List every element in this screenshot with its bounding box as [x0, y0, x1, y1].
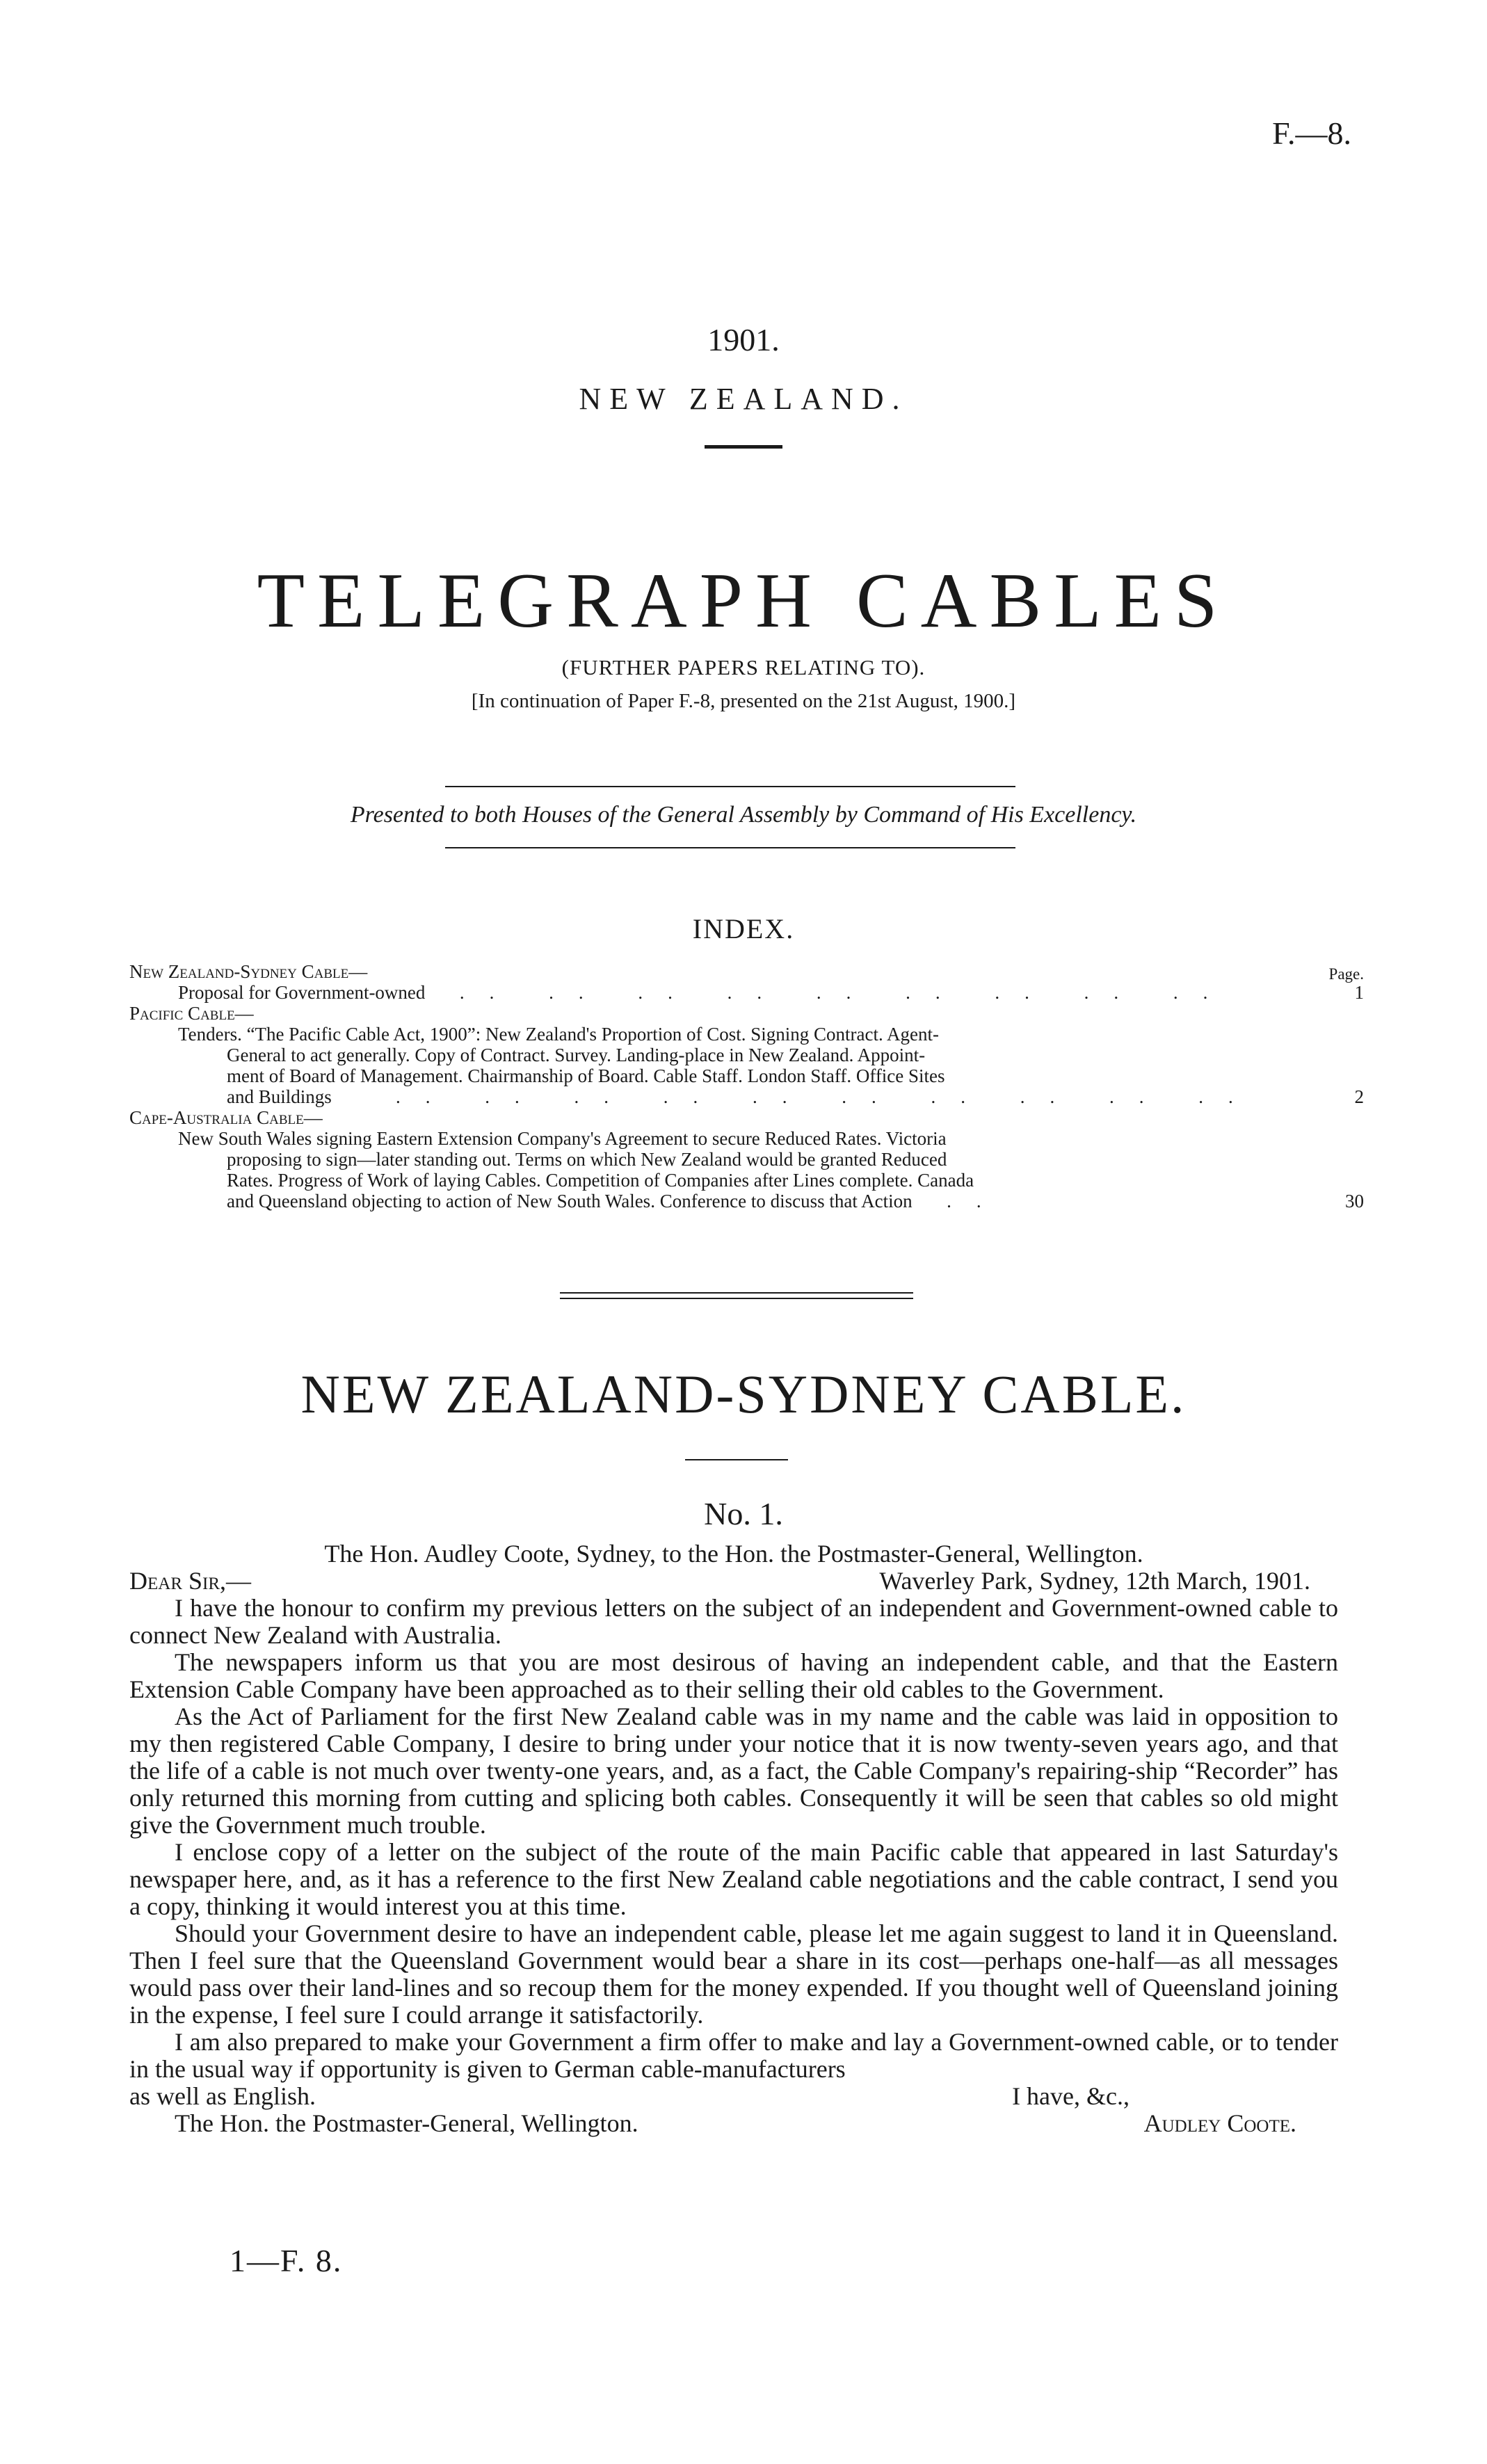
letter-paragraph: I am also prepared to make your Government a firm offer to make and lay a Government-owned cable, or to tender in the usual way if opportunity is given to German cable-manufacturers [129, 2028, 1338, 2083]
index-entry-text: and Buildings [227, 1086, 332, 1107]
signature: Audley Coote. [1143, 2109, 1296, 2137]
salutation: Dear Sir,— [129, 1567, 252, 1595]
index-page-number: 1 [1354, 982, 1364, 1003]
divider-rule [445, 847, 1015, 848]
letter-number: No. 1. [704, 1496, 783, 1531]
letter-paragraph: I have the honour to confirm my previous letters on the subject of an independent and Government-owned cable to connect New Zealand with Australia. [129, 1594, 1338, 1649]
leader-dots: .. .. .. .. .. .. .. .. .. .. [336, 1086, 1258, 1107]
index-section-pacific [129, 1003, 1364, 1024]
presentation-statement: Presented to both Houses of the General Assembly by Command of His Excellency. [350, 802, 1137, 828]
divider-rule [445, 786, 1015, 787]
divider-rule [685, 1459, 788, 1460]
salutation-line [129, 1568, 1338, 1595]
letter-paragraph: As the Act of Parliament for the first New Zealand cable was in my name and the cable was laid in opposition to my then registered Cable Company, I desire to bring under your notice that it is now twenty-seven years ago, and that the life of a cable is not much over twenty-one years, and, as a fact, the Cable Company's repairing-ship “Recorder” has only returned this morning from cutting and splicing both cables. Consequently it will be seen that cables so old might give the Government much trouble. [129, 1702, 1338, 1839]
index-entry: Tenders. “The Pacific Cable Act, 1900”: New Zealand's Proportion of Cost. Signing Contract. Agent- [178, 1024, 939, 1045]
index-section-cape-australia [129, 1107, 1364, 1128]
continuation-note: [In continuation of Paper F.-8, presented on the 21st August, 1900.] [471, 690, 1016, 712]
section-title: NEW ZEALAND-SYDNEY CABLE. [300, 1364, 1187, 1424]
index-entry: proposing to sign—later standing out. Terms on which New Zealand would be granted Reduced [227, 1149, 947, 1170]
divider-rule [560, 1292, 913, 1294]
addressee-line [129, 2110, 1338, 2137]
index-entry: General to act generally. Copy of Contract. Survey. Landing-place in New Zealand. Appoint- [227, 1045, 926, 1065]
document-title: TELEGRAPH CABLES [257, 558, 1230, 644]
divider-rule [705, 445, 782, 449]
year: 1901. [707, 322, 780, 357]
index-heading: New Zealand-Sydney Cable— [129, 961, 368, 982]
country-heading: NEW ZEALAND. [579, 382, 908, 416]
sheet-reference: 1—F. 8. [230, 2243, 343, 2278]
leader-dots: .. .. .. .. .. .. .. .. .. [430, 982, 1233, 1003]
addressee: The Hon. the Postmaster-General, Wellington. [175, 2109, 638, 2137]
letter-body [129, 1540, 1338, 2137]
letter-paragraph: The newspapers inform us that you are most desirous of having an independent cable, and that the Eastern Extension Cable Company have been approached as to their selling their old cables to the Government. [129, 1648, 1338, 1703]
index-section-new-zealand-sydney [129, 961, 1364, 982]
page-reference: F.—8. [1272, 115, 1351, 151]
index-entry [129, 1086, 1364, 1107]
index-entry: Rates. Progress of Work of laying Cables. Competition of Companies after Lines complete. Canada [227, 1170, 974, 1191]
index-entry [129, 1191, 1364, 1211]
divider-rule [560, 1298, 913, 1299]
address-date: Waverley Park, Sydney, 12th March, 1901. [879, 1567, 1310, 1595]
closing-line [129, 2083, 1338, 2110]
page-column-header: Page. [1328, 965, 1364, 983]
index-entry-text: Proposal for Government-owned [178, 982, 426, 1003]
index-heading: Pacific Cable— [129, 1003, 254, 1024]
index-entry: New South Wales signing Eastern Extension Company's Agreement to secure Reduced Rates. Victoria [178, 1128, 947, 1149]
letter-paragraph: Should your Government desire to have an independent cable, please let me again suggest to land it in Queensland. Then I feel sure that the Queensland Government would bear a share in its cost—perhaps one-half—as all messages would pass over their land-lines and so recoup them for the money expended. If you thought well of Queensland joining in the expense, I feel sure I could arrange it satisfactorily. [129, 1919, 1338, 2029]
index-entry: ment of Board of Management. Chairmanship of Board. Cable Staff. London Staff. Office Sites [227, 1065, 945, 1086]
letter-heading-text: The Hon. Audley Coote, Sydney, to the Hon. the Postmaster-General, Wellington. [324, 1540, 1143, 1568]
document-subtitle: (FURTHER PAPERS RELATING TO). [561, 655, 926, 679]
letter-paragraph: I enclose copy of a letter on the subject of the route of the main Pacific cable that appeared in last Saturday's newspaper here, and, as it has a reference to the first New Zealand cable negotiations and the cable contract, I send you a copy, thinking it would interest you at this time. [129, 1838, 1338, 1920]
index-entry [129, 982, 1364, 1003]
leader-dots: .. [917, 1191, 1006, 1211]
index-page-number: 2 [1354, 1086, 1364, 1107]
index-heading: Cape-Australia Cable— [129, 1107, 323, 1128]
index-title: INDEX. [692, 913, 795, 944]
letter-heading [129, 1540, 1338, 1568]
index-page-number: 30 [1345, 1191, 1364, 1211]
index-list [129, 961, 1364, 1211]
last-line: as well as English. [129, 2082, 316, 2110]
index-entry-text: and Queensland objecting to action of New South Wales. Conference to discuss that Action [227, 1191, 913, 1211]
closing: I have, &c., [1012, 2082, 1130, 2110]
